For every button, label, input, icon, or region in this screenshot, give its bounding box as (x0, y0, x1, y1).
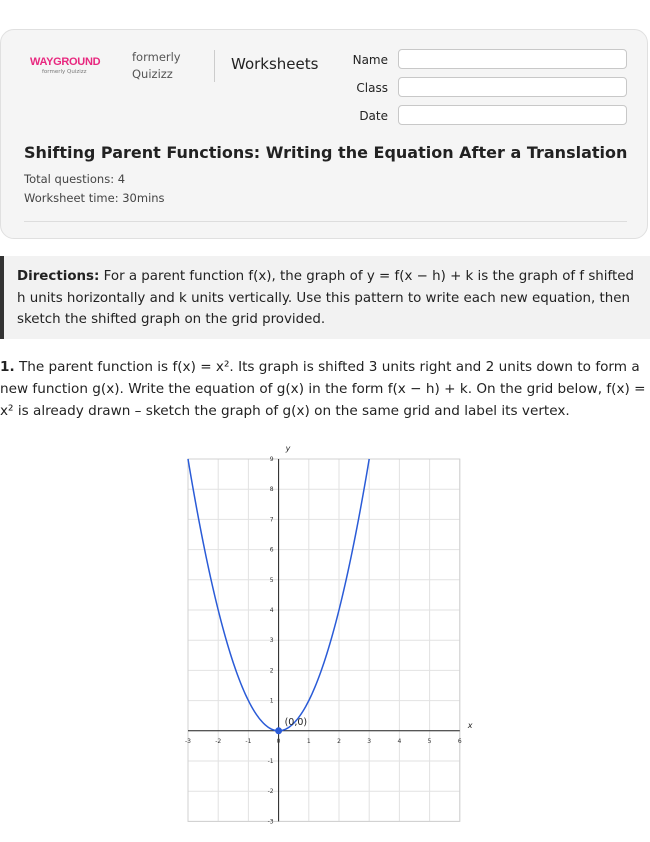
y-tick-label: 4 (269, 607, 274, 614)
header-divider (214, 50, 215, 82)
y-tick-label: 7 (269, 516, 274, 524)
class-label: Class (356, 81, 388, 95)
x-tick-label: 6 (457, 737, 462, 745)
date-field[interactable] (398, 105, 627, 125)
x-tick-label: 1 (306, 737, 311, 745)
formerly-label: formerly (132, 50, 181, 64)
grid-lines (188, 459, 460, 821)
worksheet-title: Shifting Parent Functions: Writing the Equation After a Translation (24, 143, 628, 162)
formerly-quizizz (132, 49, 192, 83)
y-tick-label: 3 (269, 637, 274, 645)
x-tick-label: 0 (276, 737, 281, 745)
x-tick-label: -3 (185, 737, 191, 745)
y-axis-label: y (285, 444, 291, 453)
question-1 (0, 356, 648, 422)
wayground-logo (30, 56, 120, 75)
y-tick-label: 8 (269, 486, 274, 494)
worksheet-header (0, 29, 648, 239)
y-tick-label: 2 (269, 667, 274, 675)
x-tick-label: 5 (427, 737, 432, 745)
y-tick-label: -2 (267, 788, 274, 796)
quizizz-label: Quizizz (132, 67, 173, 81)
name-field[interactable] (398, 49, 627, 69)
worksheet-time: Worksheet time: 30mins (24, 191, 165, 205)
y-tick-label: 9 (269, 456, 274, 463)
points (275, 717, 307, 735)
y-tick-label: -3 (267, 818, 274, 826)
logo-text: WAYGROUND (30, 56, 101, 68)
total-questions: Total questions: 4 (24, 172, 126, 186)
x-axis-label: x (467, 720, 473, 730)
logo-subtext: formerly Quizizz (42, 69, 87, 75)
coordinate-grid (170, 440, 480, 840)
name-label: Name (352, 53, 388, 67)
directions-text: For a parent function f(x), the graph of y = f(x − h) + k is the graph of f shifted h units horizontally and k units vertically. Use this pattern to write each new equation, then sketch the shifted graph on the grid provided. (17, 269, 634, 327)
directions-box (0, 256, 650, 339)
y-tick-label: -1 (267, 758, 274, 765)
y-tick-label: 1 (269, 697, 274, 705)
x-tick-label: 2 (337, 737, 341, 745)
directions-label: Directions: (17, 269, 100, 284)
class-field[interactable] (398, 77, 627, 97)
question-text: The parent function is f(x) = x². Its graph is shifted 3 units right and 2 units down to form a new function g(x). Write the equation of g(x) in the form f(x − h) + k. On the grid below, f(x) = x² is already drawn – sketch the graph of g(x) on the same grid and label its vertex. (0, 359, 646, 419)
x-tick-label: 3 (367, 737, 372, 745)
vertex-label: (0,0) (284, 716, 308, 728)
x-tick-label: 4 (397, 737, 402, 745)
header-rule (24, 221, 627, 222)
x-tick-label: -2 (215, 737, 222, 745)
vertex-point (275, 727, 282, 734)
date-label: Date (359, 109, 388, 123)
y-tick-label: 5 (269, 576, 274, 584)
x-tick-label: -1 (245, 737, 252, 745)
y-tick-label: 6 (269, 546, 274, 554)
worksheets-label: Worksheets (231, 55, 319, 73)
question-number: 1. (0, 359, 15, 375)
